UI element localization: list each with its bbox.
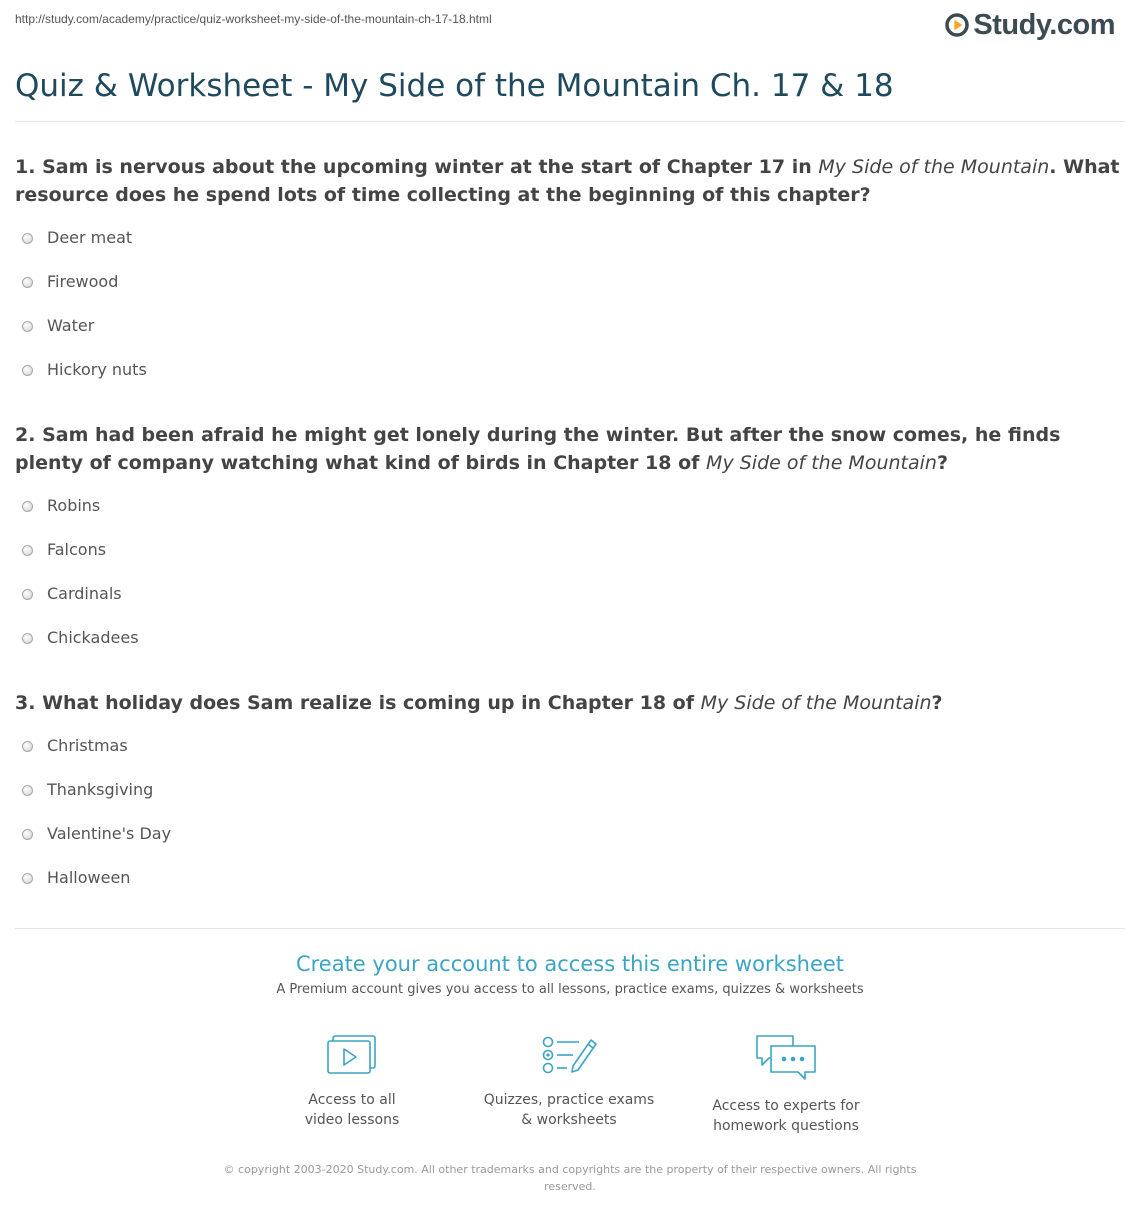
radio-button[interactable]: [22, 829, 33, 840]
answer-option[interactable]: [22, 867, 171, 911]
answer-label: Deer meat: [47, 228, 133, 247]
question-2-options: [22, 495, 139, 671]
question-1-options: [22, 227, 147, 403]
cta-divider: [15, 928, 1125, 929]
radio-button[interactable]: [22, 633, 33, 644]
question-text-end: . What resource does he spend lots of time collecting at the beginning of this chapter?: [15, 156, 1120, 206]
radio-button[interactable]: [22, 873, 33, 884]
radio-button[interactable]: [22, 589, 33, 600]
radio-button[interactable]: [22, 545, 33, 556]
question-3-options: [22, 735, 171, 911]
answer-option[interactable]: [22, 359, 147, 403]
feature-video-lessons: [242, 1032, 462, 1130]
video-lessons-icon: [242, 1032, 462, 1078]
answer-label: Halloween: [47, 868, 131, 887]
question-text: Sam is nervous about the upcoming winter at the start of Chapter 17 in: [42, 156, 812, 178]
question-number: 3.: [15, 692, 36, 714]
question-text: What holiday does Sam realize is coming up in Chapter 18 of: [42, 692, 694, 714]
question-1: [15, 153, 1125, 209]
question-number: 1.: [15, 156, 36, 178]
answer-label: Robins: [47, 496, 101, 515]
answer-option[interactable]: [22, 227, 147, 271]
answer-label: Water: [47, 316, 95, 335]
radio-button[interactable]: [22, 233, 33, 244]
cta-subtitle: A Premium account gives you access to all lessons, practice exams, quizzes & worksheets: [276, 982, 864, 997]
radio-button[interactable]: [22, 321, 33, 332]
copyright-notice: © copyright 2003-2020 Study.com. All other trademarks and copyrights are the property of their respective owners. All rights reserved.: [223, 1163, 917, 1193]
answer-option[interactable]: [22, 735, 171, 779]
answer-option[interactable]: [22, 627, 139, 671]
answer-label: Falcons: [47, 540, 107, 559]
play-circle-icon: [945, 13, 969, 37]
radio-button[interactable]: [22, 501, 33, 512]
answer-option[interactable]: [22, 823, 171, 867]
question-text: Sam had been afraid he might get lonely during the winter. But after the snow comes, he finds plenty of company watching what kind of birds in Chapter 18 of: [15, 424, 1061, 474]
answer-label: Firewood: [47, 272, 119, 291]
answer-option[interactable]: [22, 315, 147, 359]
brand-name: Study.com: [973, 8, 1115, 41]
page-title: Quiz & Worksheet - My Side of the Mountain Ch. 17 & 18: [15, 68, 894, 104]
question-number: 2.: [15, 424, 36, 446]
answer-option[interactable]: [22, 779, 171, 823]
radio-button[interactable]: [22, 741, 33, 752]
answer-label: Chickadees: [47, 628, 139, 647]
feature-experts: [676, 1032, 896, 1136]
book-title: My Side of the Mountain: [706, 452, 937, 474]
book-title: My Side of the Mountain: [818, 156, 1050, 178]
feature-quizzes: [459, 1032, 679, 1130]
feature-label: Quizzes, practice exams & worksheets: [483, 1092, 655, 1128]
radio-button[interactable]: [22, 277, 33, 288]
radio-button[interactable]: [22, 365, 33, 376]
answer-label: Christmas: [47, 736, 128, 755]
book-title: My Side of the Mountain: [700, 692, 932, 714]
feature-label: Access to all video lessons: [304, 1092, 400, 1128]
answer-label: Thanksgiving: [47, 780, 154, 799]
radio-button[interactable]: [22, 785, 33, 796]
answer-label: Cardinals: [47, 584, 122, 603]
question-text-end: ?: [931, 692, 943, 714]
question-text-end: ?: [936, 452, 948, 474]
title-divider: [15, 121, 1125, 122]
study-logo[interactable]: [945, 6, 1115, 44]
answer-option[interactable]: [22, 539, 139, 583]
answer-option[interactable]: [22, 495, 139, 539]
answer-option[interactable]: [22, 583, 139, 627]
question-2: [15, 421, 1125, 477]
answer-label: Valentine's Day: [47, 824, 172, 843]
answer-option[interactable]: [22, 271, 147, 315]
quiz-checklist-icon: [459, 1032, 679, 1078]
answer-label: Hickory nuts: [47, 360, 147, 379]
create-account-link[interactable]: Create your account to access this entire worksheet: [295, 952, 845, 976]
chat-bubbles-icon: [676, 1032, 896, 1084]
page-url: http://study.com/academy/practice/quiz-worksheet-my-side-of-the-mountain-ch-17-18.html: [15, 12, 492, 26]
question-3: [15, 689, 1125, 717]
feature-label: Access to experts for homework questions: [712, 1098, 860, 1134]
